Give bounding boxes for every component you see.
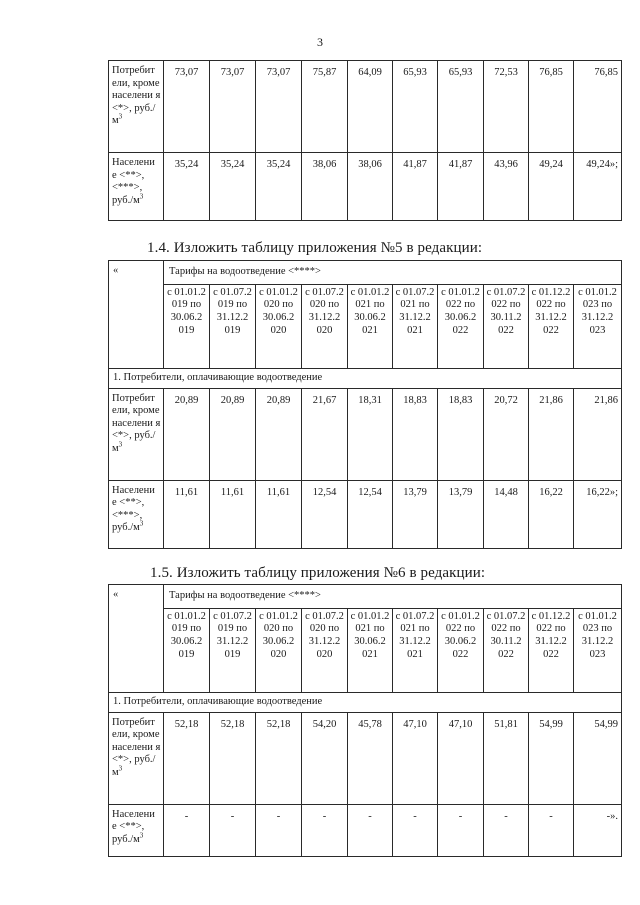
period-header-cell: с 01.07.2 020 по 31.12.2 020 [302,284,348,368]
tariff-value-cell: 49,24 [529,153,574,221]
tariff-value-cell: 20,89 [256,388,302,480]
tariff-value-cell: 20,89 [210,388,256,480]
tariff-value-cell: 52,18 [164,712,210,804]
row-label-text: Населени е <**>, <***>, руб./м [112,157,155,206]
tariff-table-appendix-6 [108,584,622,857]
table-row [109,804,622,856]
row-label-text: Потребит ели, кроме населени я <*>, руб./м [112,65,161,126]
tariff-value-cell: 65,93 [438,61,484,153]
tariff-value-cell: 12,54 [348,480,393,548]
tariff-value-cell: 13,79 [393,480,438,548]
periods-row [109,284,622,368]
row-label-text: Населени е <**>, руб./м [112,808,155,845]
tariff-value-cell: 65,93 [393,61,438,153]
tariff-value-cell: 16,22»; [574,480,622,548]
tariff-value-cell: 41,87 [393,153,438,221]
row-label [109,712,164,804]
period-header-cell: с 01.07.2 019 по 31.12.2 019 [210,284,256,368]
tariff-value-cell: 47,10 [438,712,484,804]
periods-row [109,608,622,692]
tariff-value-cell: 41,87 [438,153,484,221]
tariff-value-cell: 51,81 [484,712,529,804]
tariff-value-cell: 49,24»; [574,153,622,221]
period-header-cell: с 01.01.2 022 по 30.06.2 022 [438,608,484,692]
unit-exponent: 3 [118,440,123,448]
row-label [109,804,164,856]
tariff-value-cell: 18,31 [348,388,393,480]
tariff-value-cell: 21,86 [574,388,622,480]
unit-exponent: 3 [139,519,144,528]
tariff-value-cell: 11,61 [210,480,256,548]
period-header-cell: с 01.12.2 022 по 31.12.2 022 [529,608,574,692]
tariff-value-cell: - [438,804,484,856]
tariff-value-cell: 75,87 [302,61,348,153]
row-label-text: Потребит ели, кроме населени я <*>, руб./м [112,392,161,454]
tariff-title: Тарифы на водоотведение <****> [164,261,622,285]
quote-mark: « [109,261,164,369]
period-header-cell: с 01.07.2 022 по 30.11.2 022 [484,284,529,368]
tariff-value-cell: - [302,804,348,856]
row-label [109,480,164,548]
row-label [109,388,164,480]
tariff-value-cell: 11,61 [256,480,302,548]
tariff-value-cell: 64,09 [348,61,393,153]
tariff-value-cell: 35,24 [256,153,302,221]
quote-mark: « [109,585,164,693]
tariff-value-cell: 72,53 [484,61,529,153]
tariff-value-cell: 13,79 [438,480,484,548]
tariff-value-cell: 18,83 [393,388,438,480]
tariff-value-cell: 54,20 [302,712,348,804]
unit-exponent: 3 [118,764,123,772]
period-header-cell: с 01.01.2 021 по 30.06.2 021 [348,284,393,368]
tariff-value-cell: 38,06 [302,153,348,221]
unit-exponent: 3 [118,112,123,121]
tariff-value-cell: 76,85 [529,61,574,153]
period-header-cell: с 01.01.2 021 по 30.06.2 021 [348,608,393,692]
table-row [109,153,622,221]
tariff-value-cell: 20,72 [484,388,529,480]
tariff-value-cell: 54,99 [574,712,622,804]
period-header-cell: с 01.07.2 021 по 31.12.2 021 [393,608,438,692]
table-row [109,388,622,480]
section-label: 1. Потребители, оплачивающие водоотведение [109,368,622,388]
tariff-value-cell: 76,85 [574,61,622,153]
period-header-cell: с 01.07.2 020 по 31.12.2 020 [302,608,348,692]
table-row [109,712,622,804]
tariff-value-cell: - [484,804,529,856]
tariff-table-appendix-5 [108,260,622,549]
period-header-cell: с 01.01.2 020 по 30.06.2 020 [256,608,302,692]
row-label [109,61,164,153]
tariff-table-continuation [108,60,622,221]
period-header-cell: с 01.01.2 022 по 30.06.2 022 [438,284,484,368]
tariff-value-cell: 38,06 [348,153,393,221]
tariff-value-cell: 21,86 [529,388,574,480]
tariff-value-cell: 73,07 [256,61,302,153]
period-header-cell: с 01.01.2 019 по 30.06.2 019 [164,608,210,692]
period-header-cell: с 01.07.2 022 по 30.11.2 022 [484,608,529,692]
period-header-cell: с 01.01.2 023 по 31.12.2 023 [574,608,622,692]
table-row [109,480,622,548]
tariff-value-cell: 11,61 [164,480,210,548]
tariff-value-cell: - [256,804,302,856]
tariff-value-cell: 47,10 [393,712,438,804]
tariff-value-cell: 14,48 [484,480,529,548]
unit-exponent: 3 [139,192,144,200]
tariff-value-cell: 35,24 [164,153,210,221]
row-label-text: Потребит ели, кроме населени я <*>, руб./м [112,716,161,778]
tariff-value-cell: 21,67 [302,388,348,480]
period-header-cell: с 01.07.2 021 по 31.12.2 021 [393,284,438,368]
section-label: 1. Потребители, оплачивающие водоотведение [109,692,622,712]
tariff-value-cell: 54,99 [529,712,574,804]
section-heading-1-4: 1.4. Изложить таблицу приложения №5 в редакции: [147,240,483,256]
unit-exponent: 3 [139,831,144,839]
tariff-value-cell: - [210,804,256,856]
tariff-value-cell: -». [574,804,622,856]
tariff-value-cell: - [393,804,438,856]
period-header-cell: с 01.01.2 019 по 30.06.2 019 [164,284,210,368]
tariff-value-cell: 16,22 [529,480,574,548]
tariff-value-cell: - [529,804,574,856]
period-header-cell: с 01.01.2 020 по 30.06.2 020 [256,284,302,368]
tariff-value-cell: 45,78 [348,712,393,804]
page-number: 3 [317,35,323,49]
tariff-value-cell: 73,07 [164,61,210,153]
period-header-cell: с 01.12.2 022 по 31.12.2 022 [529,284,574,368]
tariff-value-cell: 73,07 [210,61,256,153]
tariff-value-cell: 52,18 [256,712,302,804]
tariff-value-cell: 18,83 [438,388,484,480]
period-header-cell: с 01.01.2 023 по 31.12.2 023 [574,284,622,368]
period-header-cell: с 01.07.2 019 по 31.12.2 019 [210,608,256,692]
tariff-value-cell: - [348,804,393,856]
row-label [109,153,164,221]
table-row [109,61,622,153]
section-heading-1-5: 1.5. Изложить таблицу приложения №6 в редакции: [150,565,486,581]
tariff-value-cell: 43,96 [484,153,529,221]
tariff-value-cell: 35,24 [210,153,256,221]
tariff-value-cell: 20,89 [164,388,210,480]
tariff-value-cell: 12,54 [302,480,348,548]
tariff-value-cell: 52,18 [210,712,256,804]
tariff-value-cell: - [164,804,210,856]
tariff-title: Тарифы на водоотведение <****> [164,585,622,609]
row-label-text: Населени е <**>, <***>, руб./м [112,484,155,533]
